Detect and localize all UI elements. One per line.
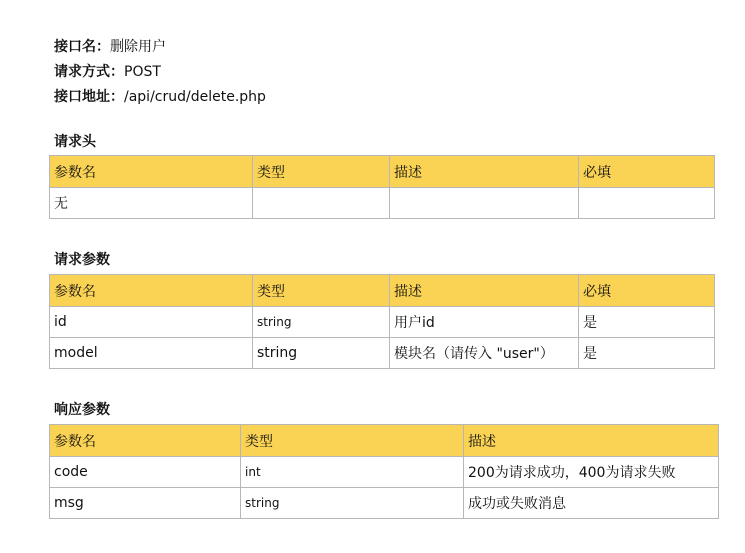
column-header: 参数名	[50, 275, 253, 307]
table-cell: id	[50, 307, 253, 338]
table-row	[50, 457, 719, 488]
table-cell: 是	[579, 307, 715, 338]
response-params-table	[49, 424, 719, 519]
table-row	[50, 188, 715, 219]
table-row	[50, 488, 719, 519]
request-params-table	[49, 274, 715, 369]
api-name-line	[54, 38, 166, 56]
column-header: 描述	[464, 425, 719, 457]
column-header: 类型	[253, 156, 390, 188]
table-cell: 成功或失败消息	[464, 488, 719, 519]
table-cell: 用户id	[390, 307, 579, 338]
api-url-value: /api/crud/delete.php	[124, 89, 266, 105]
table-header-row	[50, 156, 715, 188]
request-method-line	[54, 63, 161, 81]
table-cell	[253, 188, 390, 219]
table-row	[50, 307, 715, 338]
table-cell: string	[253, 338, 390, 369]
api-name-value: 删除用户	[110, 39, 166, 55]
table-header-row	[50, 425, 719, 457]
table-cell: msg	[50, 488, 241, 519]
api-url-label: 接口地址：	[54, 89, 124, 105]
table-cell: model	[50, 338, 253, 369]
api-url-line	[54, 88, 266, 106]
table-header-row	[50, 275, 715, 307]
column-header: 参数名	[50, 425, 241, 457]
table-cell: 模块名（请传入 "user"）	[390, 338, 579, 369]
request-method-value: POST	[124, 64, 161, 80]
column-header: 描述	[390, 275, 579, 307]
column-header: 参数名	[50, 156, 253, 188]
column-header: 必填	[579, 156, 715, 188]
column-header: 必填	[579, 275, 715, 307]
table-row	[50, 338, 715, 369]
api-name-label: 接口名：	[54, 39, 110, 55]
request-headers-table	[49, 155, 715, 219]
column-header: 描述	[390, 156, 579, 188]
table-cell	[390, 188, 579, 219]
request-params-title: 请求参数	[54, 252, 110, 268]
table-cell: string	[241, 488, 464, 519]
response-params-title: 响应参数	[54, 402, 110, 418]
request-headers-title: 请求头	[54, 134, 96, 150]
table-cell: int	[241, 457, 464, 488]
column-header: 类型	[253, 275, 390, 307]
table-cell: string	[253, 307, 390, 338]
table-cell: 200为请求成功，400为请求失败	[464, 457, 719, 488]
table-cell: 是	[579, 338, 715, 369]
request-method-label: 请求方式：	[54, 64, 124, 80]
column-header: 类型	[241, 425, 464, 457]
table-cell: code	[50, 457, 241, 488]
table-cell: 无	[50, 188, 253, 219]
table-cell	[579, 188, 715, 219]
